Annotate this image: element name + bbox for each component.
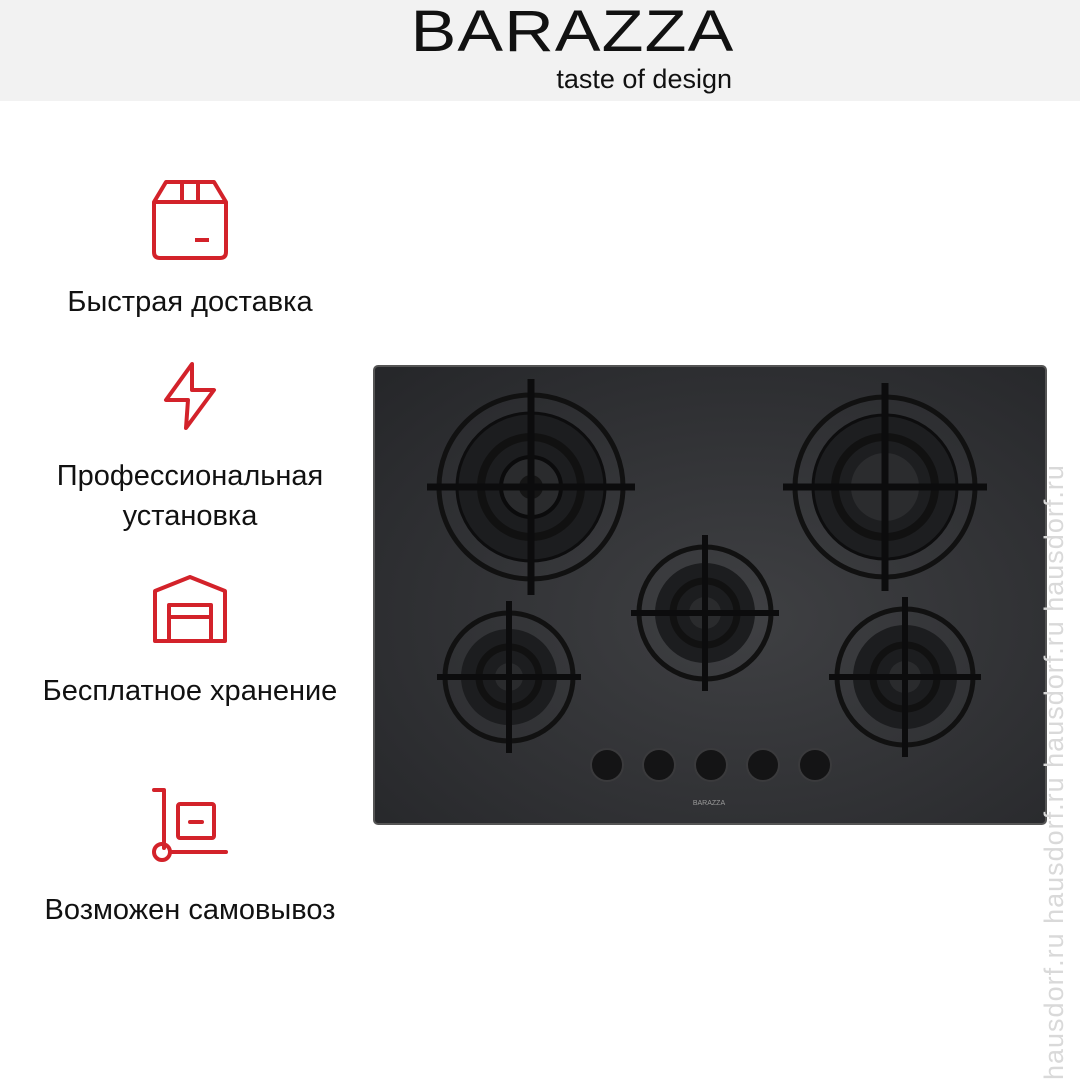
- feature-pickup: [20, 786, 360, 930]
- feature-storage: [20, 575, 360, 711]
- feature-storage-label: Бесплатное хранение: [42, 675, 338, 707]
- knob-1: [591, 749, 623, 781]
- cart-icon: [150, 786, 230, 866]
- brand-logo: BARAZZA: [410, 0, 734, 64]
- panel-brand: BARAZZA: [692, 800, 726, 807]
- feature-delivery: [20, 180, 360, 322]
- feature-installation-label: Профессиональная установка: [56, 460, 324, 532]
- knob-3: [695, 749, 727, 781]
- lightning-icon: [162, 360, 218, 432]
- box-icon: [150, 180, 230, 260]
- header-bar: [0, 0, 1080, 101]
- gas-hob-image: [373, 365, 1047, 825]
- knob-2: [643, 749, 675, 781]
- brand-tagline: taste of design: [556, 64, 732, 94]
- knob-5: [799, 749, 831, 781]
- watermark: hausdorf.ru hausdorf.ru hausdorf.ru hausdorf.ru: [1039, 464, 1069, 1080]
- feature-installation: [20, 360, 360, 536]
- knob-4: [747, 749, 779, 781]
- feature-pickup-label: Возможен самовывоз: [44, 894, 336, 926]
- feature-delivery-label: Быстрая доставка: [67, 286, 313, 318]
- warehouse-icon: [151, 575, 229, 645]
